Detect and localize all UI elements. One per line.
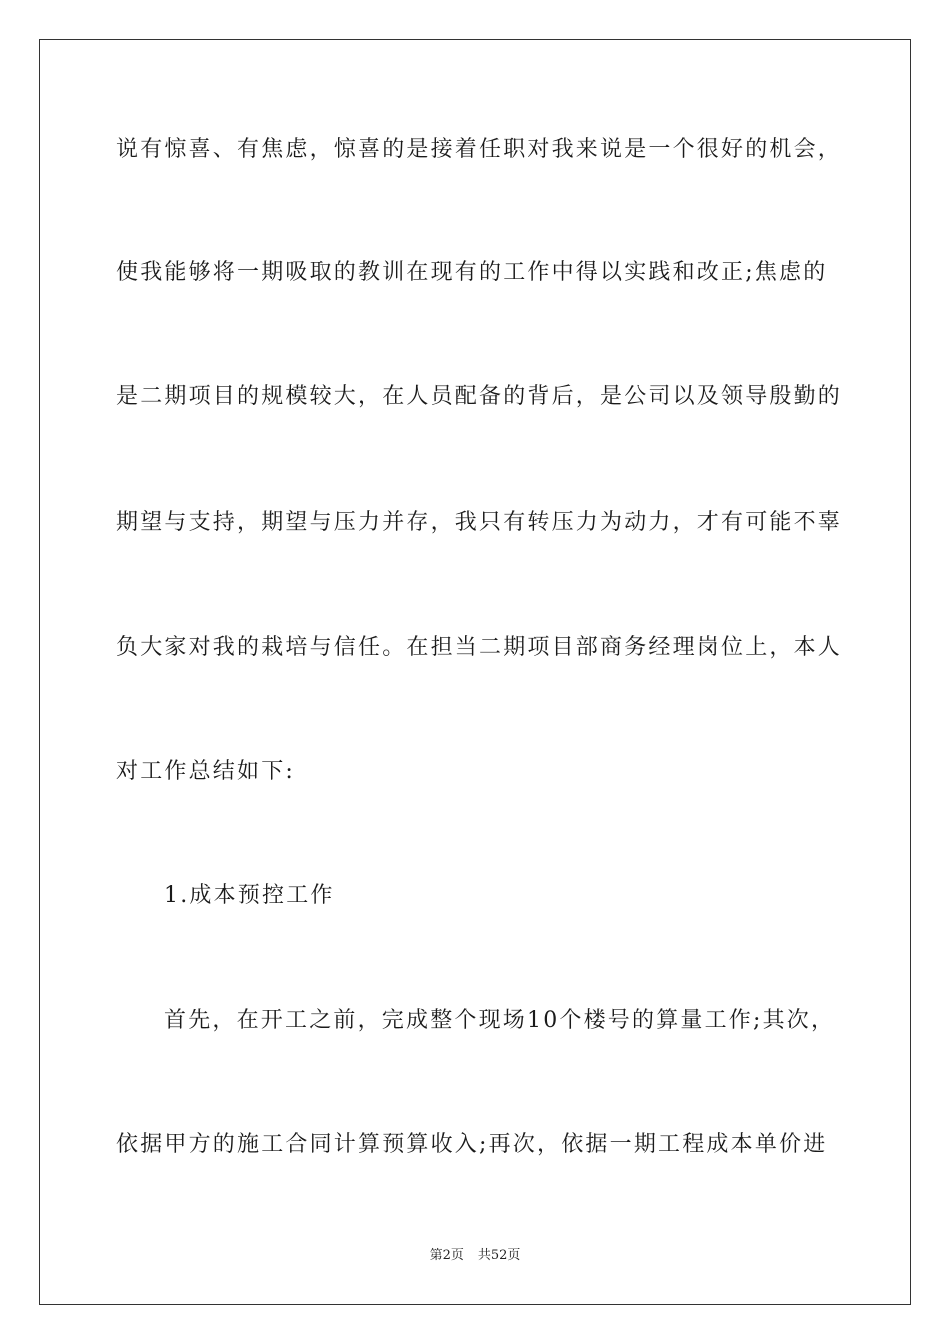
text-line-2: 使我能够将一期吸取的教训在现有的工作中得以实践和改正;焦虑的 (116, 260, 828, 285)
page-total: 共52页 (477, 1248, 521, 1263)
page-border (39, 39, 911, 1305)
page-footer (0, 1247, 950, 1265)
text-line-6: 对工作总结如下: (116, 759, 296, 784)
page-number: 第2页 (429, 1248, 464, 1263)
text-line-1: 说有惊喜、有焦虑，惊喜的是接着任职对我来说是一个很好的机会， (116, 137, 843, 162)
text-line-3: 是二期项目的规模较大，在人员配备的背后，是公司以及领导殷勤的 (116, 384, 843, 409)
text-line-9: 依据甲方的施工合同计算预算收入;再次，依据一期工程成本单价进 (116, 1132, 828, 1157)
section-heading: 1.成本预控工作 (164, 883, 335, 908)
text-line-8: 首先，在开工之前，完成整个现场10个楼号的算量工作;其次， (164, 1008, 836, 1033)
text-line-5: 负大家对我的栽培与信任。在担当二期项目部商务经理岗位上，本人 (116, 635, 843, 660)
text-line-4: 期望与支持，期望与压力并存，我只有转压力为动力，才有可能不辜 (116, 510, 843, 535)
